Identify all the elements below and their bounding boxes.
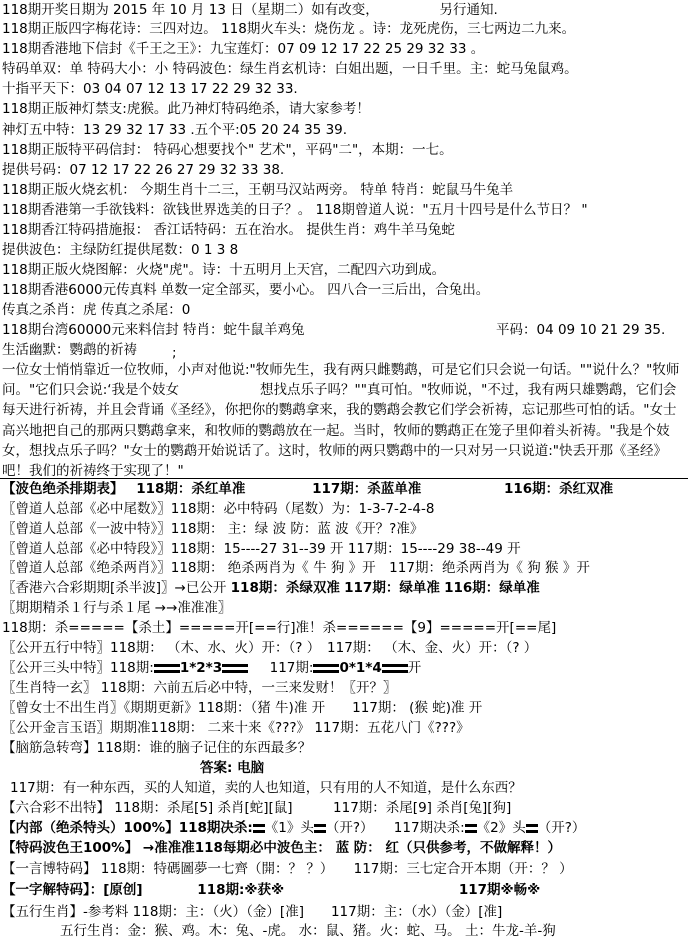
one-char-title: 【一字解特码】：[原创] — [2, 882, 143, 898]
double-bar-icon — [526, 824, 538, 833]
internal-head-117-value: 《2》头 — [476, 820, 526, 836]
no-special-row: 【六合彩不出特】 118期：杀尾[5] 杀肖[蛇][鼠] 117期：杀尾[9] 杀肖[兔][狗] — [2, 800, 512, 816]
hk-116: 116期：绿单准 — [444, 580, 540, 596]
double-bar-icon — [382, 664, 408, 673]
three-head-118: 〖公开三头中特〗118期: — [2, 660, 154, 676]
hk-half-wave-row — [2, 579, 540, 597]
segment-row: 〖曾道人总部《必中特段》〗118期：15----27 31--39 开 117期：15----29 38--49 开 — [2, 541, 521, 557]
golden-words-row: 〖公开金言玉语〗期期准118期： 二来十来《???》 117期：五花八门《???》 — [2, 720, 470, 736]
hk-118: 118期：杀绿双准 — [230, 580, 340, 596]
internal-head-117: （开?） 117期决杀: — [325, 820, 465, 836]
ms-zeng-row: 〖曾女士不出生肖〗《期期更新》118期：（猪 牛)准 开 117期： (猴 蛇)准 开 — [2, 700, 483, 716]
first-hand-line: 118期香港第一手欲钱料：欲钱世界选美的日子？。 118期曾道人说："五月十四号是什么节日？ " — [2, 202, 588, 218]
answer-row: 答案: 电脑 — [200, 760, 265, 776]
five-zodiac-row: 【五行生肖】-参考料 118期：主：（火）（金）[准] 117期：主：（水）（金）[准] — [2, 904, 503, 920]
divider — [0, 478, 688, 479]
double-bar-icon — [314, 824, 326, 833]
internal-head-118-value: 《1》头 — [264, 820, 314, 836]
one-char-row — [2, 881, 540, 899]
three-head-117: 117期: — [269, 660, 314, 676]
double-bar-icon — [313, 664, 339, 673]
kill-earth-row: 118期：杀=====【杀土】=====开[==行]准！杀======【9】=====开[==尾] — [2, 620, 557, 636]
taiwan-line: 118期台湾60000元来料信封 特肖：蛇牛鼠羊鸡兔 — [2, 322, 305, 338]
three-head-118-value: 1*2*3 — [179, 660, 223, 676]
double-bar-icon — [253, 824, 265, 833]
five-element-row: 〖公开五行中特〗118期： （木、水、火）开：（? ） 117期： （木、金、火）开：（? ） — [2, 640, 538, 656]
two-zodiac-row: 〖曾道人总部《绝杀两肖》〗118期： 绝杀两肖为《 牛 狗 》开 117期：绝杀两肖为《 狗 猴 》开 — [2, 560, 590, 576]
wave-kill-116: 116期：杀红双准 — [503, 481, 614, 497]
double-bar-icon — [465, 824, 477, 833]
hk-117: 117期：绿单准 — [344, 580, 440, 596]
plum-poem-line: 118期正版四字梅花诗：三四对边。 118期火车头：烧伤龙 。诗：龙死虎伤，三七两边二九来。 — [2, 21, 576, 37]
flat-code-taiwan: 平码：04 09 10 21 29 35. — [496, 322, 666, 338]
semicolon-mark: ; — [172, 345, 177, 361]
ten-fingers-line: 十指平天下：03 04 07 12 13 17 22 29 32 33. — [2, 81, 298, 97]
fire-diagram-line: 118期正版火烧图解：火烧"虎"。诗：十五明月上天宫，二配四六功到成。 — [2, 262, 446, 278]
wave-king-row: 【特码波色王100%】 →准准准118每期必中波色主： 蓝 防： 红（只供参考，不做解释！） — [2, 840, 561, 856]
internal-head-118: 【内部（绝杀特头）100%】118期决杀: — [2, 820, 253, 836]
internal-head-open: （开?） — [537, 820, 586, 836]
lamp-ban-line: 118期正版神灯禁支:虎猴。此乃神灯特码绝杀，请大家参考！ — [2, 101, 370, 117]
double-bar-icon — [154, 664, 180, 673]
wave-kill-title: 【波色绝杀排期表】 — [2, 481, 124, 497]
one-word-row: 【一言博特码】 118期：特碼圖夢一七齊（開：？ ？） 117期：三七定合开本期（开：？ ） — [2, 861, 573, 877]
tail-number-row: 〖曾道人总部《必中尾数》〗118期：必中特码（尾数）为：1-3-7-2-4-8 — [2, 501, 435, 517]
three-head-117-value: 0*1*4 — [339, 660, 382, 676]
fine-kill-row: 〖期期精杀１行与杀１尾 →→准准准〗 — [2, 600, 232, 616]
odd-even-line: 特码单双：单 特码大小：小 特码波色：绿生肖玄机诗：白姐出题，一日千里。主：蛇马兔鼠鸡。 — [2, 61, 578, 77]
three-head-row — [2, 659, 421, 677]
wave-color-line: 提供波色：主绿防红提供尾数：0 1 3 8 — [2, 242, 239, 258]
fire-mystery-line: 118期正版火烧玄机： 今期生肖十二三，王朝马汉站两旁。 特单 特肖：蛇鼠马牛兔羊 — [2, 182, 514, 198]
fax-kill-line: 传真之杀肖：虎 传真之杀尾：0 — [2, 302, 191, 318]
zodiac-special-row: 〖生肖特一玄〗 118期：六前五后必中特，一三来发财！〖开？〗 — [2, 680, 397, 696]
one-char-118: 118期:※获※ — [197, 882, 285, 898]
humor-title: 生活幽默：鹦鹉的祈祷 — [2, 342, 137, 358]
lamp-five-line: 神灯五中特：13 29 32 17 33 .五个平:05 20 24 35 39. — [2, 122, 348, 138]
wave-kill-118: 118期：杀红单准 — [136, 481, 246, 497]
draw-date-line: 118期开奖日期为 2015 年 10 月 13 日（星期二）如有改变， 另行通知. — [2, 2, 498, 18]
zodiac-list-row: 五行生肖：金：猴、鸡。木：兔、-虎。 水：鼠、猪。火：蛇、马。 土：牛龙-羊-狗 — [60, 923, 556, 939]
internal-head-row — [2, 819, 585, 837]
brain-teaser-row: 【脑筋急转弯】118期：谁的脑子记住的东西最多？ — [2, 740, 312, 756]
provide-numbers-line: 提供号码：07 12 17 22 26 27 29 32 33 38. — [2, 162, 285, 178]
flat-code-line: 118期正版特平码信封： 特码心想要找个" 艺术"，平码"二"，本期：一七。 — [2, 142, 453, 158]
three-head-open: 开 — [407, 660, 422, 676]
wave-kill-row — [2, 480, 613, 498]
xiangjiang-line: 118期香江特码措施报： 香江话特码：五在治水。 提供生肖：鸡牛羊马兔蛇 — [2, 222, 455, 238]
parrot-story: 一位女士悄悄靠近一位牧师，小声对他说:"牧师先生，我有两只雌鹦鹉，可是它们只会说一句话。""说什么？"牧师问。"它们只会说:‘我是个妓女 想找点乐子吗？""真可怕。"牧师说，"不过，我有两只雄鹦鹉，它们会每天进行祈祷，并且会背诵《圣经》，你把你的鹦鹉拿来，我的鹦鹉会教它们学会祈祷，忘记那些可怕的话。"女士高兴地把自己的那两只鹦鹉拿来，和牧师的鹦鹉放在一起。当时，牧师的鹦鹉正在笼子里仰着头祈祷。"我是个妓女，想找点乐子吗？"女士的鹦鹉开始说话了。这时，牧师的两只鹦鹉中的一只对另一只说道:"快丢开那《圣经》吧！我们的祈祷终于实现了！" — [2, 362, 680, 480]
hk-envelope-line: 118期香港地下信封《千王之王》：九宝莲灯：07 09 12 17 22 25 29 32 33 。 — [2, 41, 485, 57]
wave-kill-117: 117期：杀蓝单准 — [312, 481, 422, 497]
one-char-117: 117期※畅※ — [458, 882, 541, 898]
riddle-row: 117期：有一种东西，买的人知道，卖的人也知道，只有用的人不知道，是什么东西？ — [10, 780, 522, 796]
double-bar-icon — [222, 664, 248, 673]
fax-6000-line: 118期香港6000元传真料 单数一定全部买，要小心。 四八合一三后出，合兔出。 — [2, 282, 490, 298]
hk-half-wave-title: 〖香港六合彩期期[杀半波]〗→已公开 — [2, 580, 227, 596]
one-wave-row: 〖曾道人总部《一波中特》〗118期： 主：绿 波 防：蓝 波《开？?准》 — [2, 521, 424, 537]
